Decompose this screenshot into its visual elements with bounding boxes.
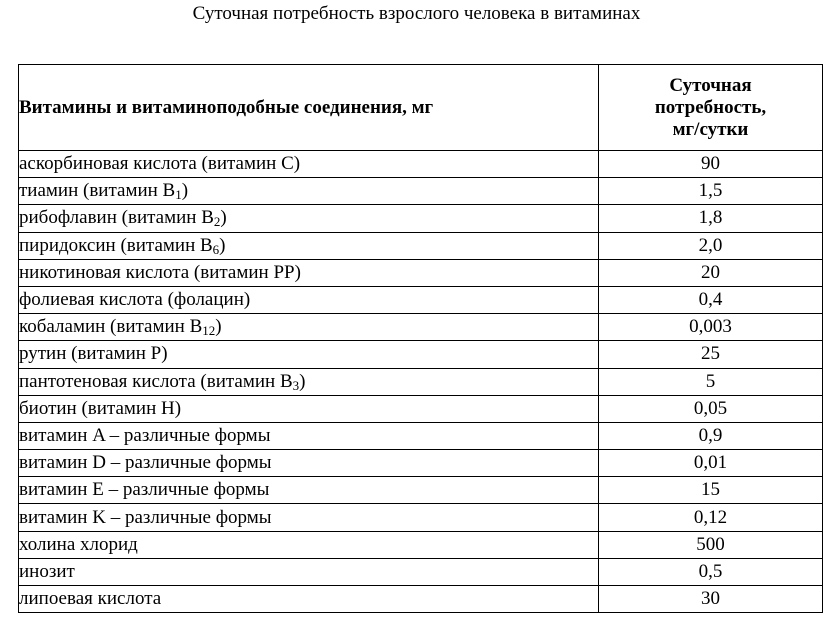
vitamin-name-cell [19, 450, 599, 477]
vitamin-name-cell [19, 151, 599, 178]
vitamin-name-tail: ) [215, 316, 222, 338]
column-header-value-line: потребность, [654, 96, 767, 118]
vitamin-name: липоевая кислота [19, 588, 162, 610]
vitamin-subscript: 12 [202, 323, 216, 339]
vitamin-name-cell [19, 422, 599, 449]
table-row [19, 341, 823, 368]
daily-requirement-value: 0,9 [599, 422, 823, 449]
vitamin-name: никотиновая кислота (витамин PP) [19, 261, 301, 283]
table-row [19, 422, 823, 449]
daily-requirement-value: 2,0 [599, 232, 823, 259]
vitamin-name: витамин A – различные формы [19, 424, 271, 446]
vitamin-name-tail: ) [220, 207, 227, 229]
vitamin-name: инозит [19, 560, 75, 582]
vitamin-name-cell [19, 504, 599, 531]
vitamin-name: пиридоксин (витамин B [19, 234, 213, 256]
vitamin-name: кобаламин (витамин B [19, 316, 203, 338]
column-header-name: Витамины и витаминоподобные соединения, мг [19, 65, 599, 151]
column-header-value-line: мг/сутки [672, 118, 749, 140]
vitamin-name-tail: ) [219, 234, 226, 256]
vitamin-name-cell [19, 558, 599, 585]
vitamin-name-cell [19, 259, 599, 286]
vitamin-name: пантотеновая кислота (витамин B [19, 370, 293, 392]
vitamin-subscript: 2 [213, 214, 221, 230]
vitamins-table [18, 64, 823, 613]
vitamin-name-cell [19, 232, 599, 259]
table-row [19, 504, 823, 531]
vitamin-name: рутин (витамин P) [19, 343, 168, 365]
vitamin-name: тиамин (витамин B [19, 180, 176, 202]
table-row [19, 151, 823, 178]
vitamin-name-tail: ) [181, 180, 189, 202]
table-header-row [19, 65, 823, 151]
vitamin-name-tail: ) [299, 370, 306, 392]
vitamin-name-cell [19, 341, 599, 368]
vitamin-name-cell [19, 205, 599, 232]
daily-requirement-value: 1,5 [599, 178, 823, 205]
table-row [19, 531, 823, 558]
table-row [19, 314, 823, 341]
vitamin-name: холина хлорид [19, 533, 138, 555]
table-row [19, 558, 823, 585]
vitamin-subscript: 6 [212, 241, 220, 257]
table-row [19, 286, 823, 313]
vitamin-name-cell [19, 477, 599, 504]
vitamin-name: биотин (витамин H) [19, 397, 182, 419]
column-header-value [599, 65, 823, 151]
column-header-value-line: Суточная [669, 74, 752, 96]
table-row [19, 368, 823, 395]
daily-requirement-value: 500 [599, 531, 823, 558]
vitamin-name-cell [19, 286, 599, 313]
table-row [19, 450, 823, 477]
vitamin-name: рибофлавин (витамин B [19, 207, 214, 229]
daily-requirement-value: 20 [599, 259, 823, 286]
table-row [19, 232, 823, 259]
daily-requirement-value: 0,05 [599, 395, 823, 422]
vitamin-name: фолиевая кислота (фолацин) [19, 289, 251, 311]
daily-requirement-value: 15 [599, 477, 823, 504]
vitamin-name: витамин E – различные формы [19, 479, 270, 501]
vitamin-subscript: 1 [175, 187, 182, 203]
daily-requirement-value: 0,5 [599, 558, 823, 585]
table-row [19, 477, 823, 504]
vitamin-subscript: 3 [292, 377, 300, 393]
vitamin-name-cell [19, 368, 599, 395]
vitamin-name-cell [19, 586, 599, 613]
vitamin-name: витамин D – различные формы [19, 452, 272, 474]
daily-requirement-value: 30 [599, 586, 823, 613]
daily-requirement-value: 1,8 [599, 205, 823, 232]
daily-requirement-value: 0,4 [599, 286, 823, 313]
daily-requirement-value: 5 [599, 368, 823, 395]
daily-requirement-value: 90 [599, 151, 823, 178]
vitamin-name-cell [19, 314, 599, 341]
vitamin-name: аскорбиновая кислота (витамин C) [19, 153, 301, 175]
vitamin-name: витамин K – различные формы [19, 506, 272, 528]
daily-requirement-value: 25 [599, 341, 823, 368]
table-row [19, 586, 823, 613]
daily-requirement-value: 0,003 [599, 314, 823, 341]
table-row [19, 178, 823, 205]
vitamin-name-cell [19, 178, 599, 205]
daily-requirement-value: 0,12 [599, 504, 823, 531]
daily-requirement-value: 0,01 [599, 450, 823, 477]
table-row [19, 259, 823, 286]
table-row [19, 205, 823, 232]
vitamin-name-cell [19, 395, 599, 422]
vitamin-name-cell [19, 531, 599, 558]
table-row [19, 395, 823, 422]
page-title: Суточная потребность взрослого человека в витаминах [192, 3, 641, 24]
